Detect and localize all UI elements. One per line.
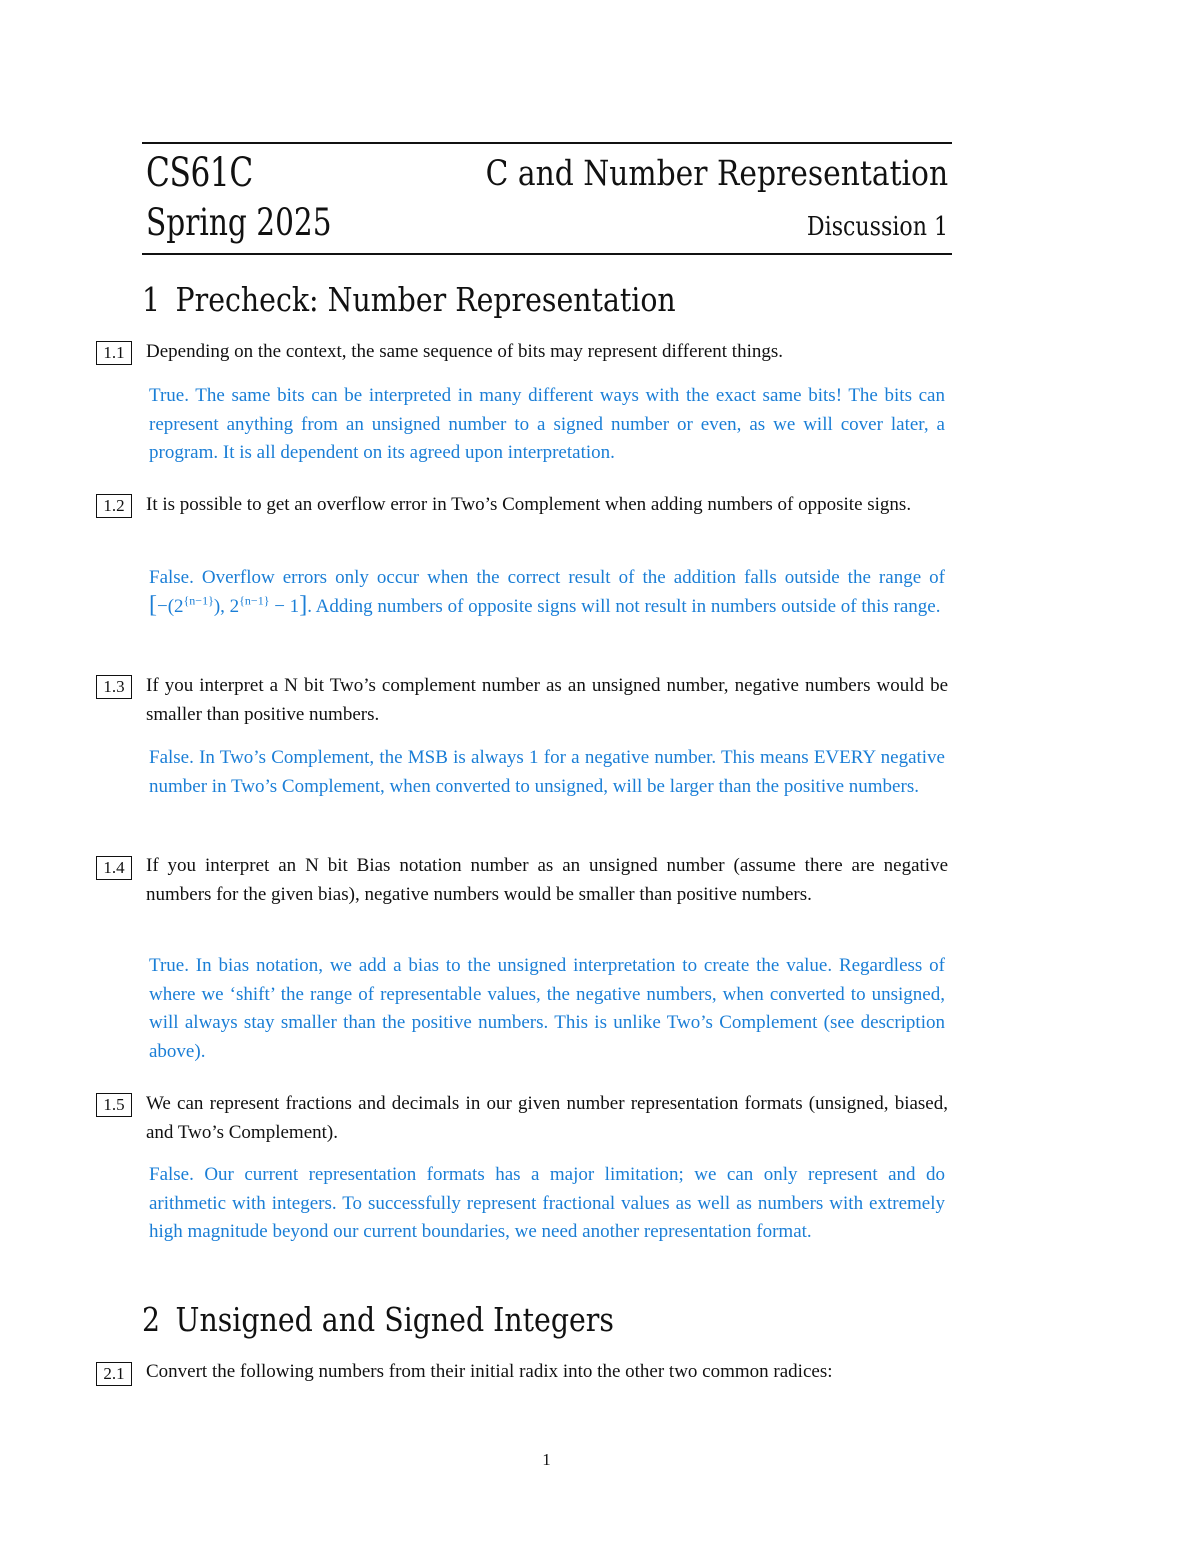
answer-text: True. In bias notation, we add a bias to the unsigned interpretation to create the value. Regardless of where we ‘shift’ the range of representable values, the negative numbers, when converted to unsigned, will always stay smaller than the positive numbers. This is unlike Two’s Complement (see description above). [149, 955, 945, 1062]
section-title: Unsigned and Signed Integers [175, 1300, 614, 1339]
question-number-box: 1.5 [96, 1093, 132, 1117]
section-1-heading [142, 280, 676, 319]
range-formula: [$-(2^{\{n-1\}})$, $2^{\{n-1\}} - 1$] [149, 592, 308, 618]
header-top-rule [142, 142, 952, 144]
section-number: 1 [142, 280, 161, 319]
answer-text: False. Our current representation formats has a major limitation; we can only represent and do arithmetic with integers. To successfully represent fractional values as well as numbers with extremely high magnitude beyond our current boundaries, we need another representation format. [149, 1164, 945, 1242]
section-2-heading [142, 1300, 614, 1339]
section-title: Precheck: Number Representation [175, 280, 676, 319]
question-text: It is possible to get an overflow error in Two’s Complement when adding numbers of opposite signs. [146, 494, 912, 515]
question-number-box: 1.4 [96, 856, 132, 880]
answer-suffix: . Adding numbers of opposite signs will not result in numbers outside of this range. [307, 596, 941, 617]
question-text: If you interpret an N bit Bias notation number as an unsigned number (assume there are negative numbers for the given bias), negative numbers would be smaller than positive numbers. [146, 855, 948, 905]
answer-prefix: False. Overflow errors only occur when the correct result of the addition falls outside the range of [149, 567, 945, 588]
section-number: 2 [142, 1300, 161, 1339]
question-number-box: 1.1 [96, 341, 132, 365]
question-number-box: 1.2 [96, 494, 132, 518]
course-code: CS61C [146, 150, 253, 196]
question-text: Depending on the context, the same sequence of bits may represent different things. [146, 341, 784, 362]
question-number-box: 2.1 [96, 1362, 132, 1386]
page-number: 1 [542, 1450, 551, 1469]
discussion-label: Discussion 1 [806, 212, 948, 242]
answer-text: False. In Two’s Complement, the MSB is always 1 for a negative number. This means EVERY negative number in Two’s Complement, when converted to unsigned, will be larger than the positive numbers. [149, 747, 945, 797]
question-text: Convert the following numbers from their initial radix into the other two common radices: [146, 1361, 833, 1382]
term-label: Spring 2025 [146, 201, 332, 244]
answer-text [149, 563, 945, 621]
header-bottom-rule [142, 253, 952, 255]
question-text: If you interpret a N bit Two’s complement number as an unsigned number, negative numbers would be smaller than positive numbers. [146, 675, 948, 725]
document-title: C and Number Representation [485, 154, 948, 194]
question-text: We can represent fractions and decimals in our given number representation formats (unsigned, biased, and Two’s Complement). [146, 1093, 948, 1143]
answer-text: True. The same bits can be interpreted in many different ways with the exact same bits! The bits can represent anything from an unsigned number to a signed number or even, as we will cover later, a program. It is all dependent on its agreed upon interpretation. [149, 385, 945, 463]
question-number-box: 1.3 [96, 675, 132, 699]
